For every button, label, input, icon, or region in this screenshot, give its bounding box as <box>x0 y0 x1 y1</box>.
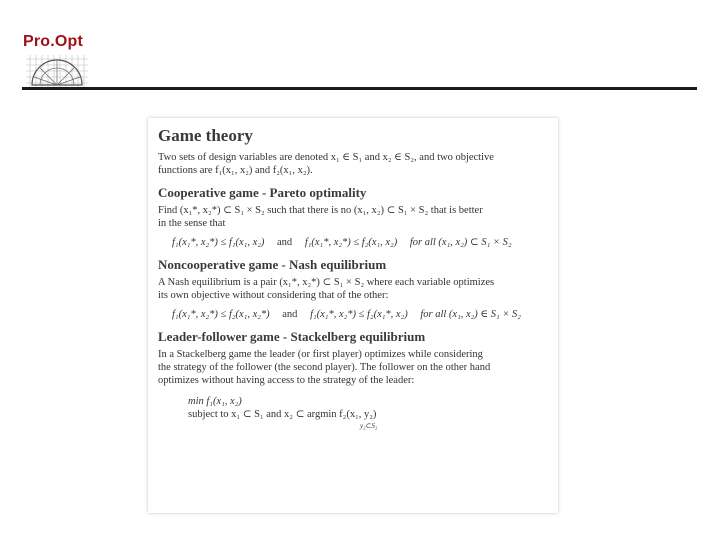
pareto-formula-left: f₁(x₁*, x₂*) ≤ f₁(x₁, x₂) <box>172 237 265 248</box>
pareto-formula-and: and <box>277 237 293 248</box>
page-title: Game theory <box>158 126 253 145</box>
nash-formula-forall: for all (x₁, x₂) ∈ S₁ × S₂ <box>420 309 521 320</box>
document-image <box>148 118 558 513</box>
stackelberg-text-3: optimizes without having access to the strategy of the leader: <box>158 375 415 386</box>
nash-formula-left: f₁(x₁*, x₂*) ≤ f₂(x₁, x₂*) <box>172 309 270 320</box>
stackelberg-heading: Leader-follower game - Stackelberg equilibrium <box>158 329 426 344</box>
pareto-formula-forall: for all (x₁, x₂) ⊂ S₁ × S₂ <box>409 237 512 248</box>
stackelberg-argmin-subscript: y₂⊂S₂ <box>360 422 378 430</box>
pareto-text-1: Find (x₁*, x₂*) ⊂ S₁ × S₂ such that there is no (x₁, x₂) ⊂ S₁ × S₂ that is better <box>158 205 483 216</box>
nash-formula <box>172 308 550 321</box>
stackelberg-text-1: In a Stackelberg game the leader (or first player) optimizes while considering <box>158 349 483 360</box>
pareto-formula-right: f₁(x₁*, x₂*) ≤ f₂(x₁, x₂) <box>304 237 398 248</box>
nash-heading: Noncooperative game - Nash equilibrium <box>158 257 387 272</box>
nash-formula-and: and <box>282 309 298 320</box>
pareto-text-2: in the sense that <box>158 218 226 229</box>
intro-line-1: Two sets of design variables are denoted x₁ ∈ S₁ and x₂ ∈ S₂, and two objective <box>158 152 494 163</box>
nash-text-2: its own objective without considering that of the other: <box>158 290 389 301</box>
pareto-formula <box>172 236 550 249</box>
stackelberg-subject-line: subject to x₁ ⊂ S₁ and x₂ ⊂ argmin f₂(x₁, y₂) <box>188 409 377 420</box>
stackelberg-text-2: the strategy of the follower (the second player). The follower on the other hand <box>158 362 491 373</box>
nash-text-1: A Nash equilibrium is a pair (x₁*, x₂*) ⊂ S₁ × S₂ where each variable optimizes <box>158 277 495 288</box>
stackelberg-optimization <box>188 395 550 433</box>
protractor-logo-icon <box>26 55 88 87</box>
pareto-heading: Cooperative game - Pareto optimality <box>158 185 367 200</box>
nash-formula-right: f₁(x₁*, x₂*) ≤ f₂(x₁*, x₂) <box>310 309 408 320</box>
brand-title: Pro.Opt <box>23 33 84 50</box>
document-content <box>158 126 550 433</box>
header-divider <box>22 87 697 90</box>
intro-line-2: functions are f₁(x₁, x₂) and f₂(x₁, x₂). <box>158 165 313 176</box>
stackelberg-min-line: min f₁(x₁, x₂) <box>188 396 242 407</box>
